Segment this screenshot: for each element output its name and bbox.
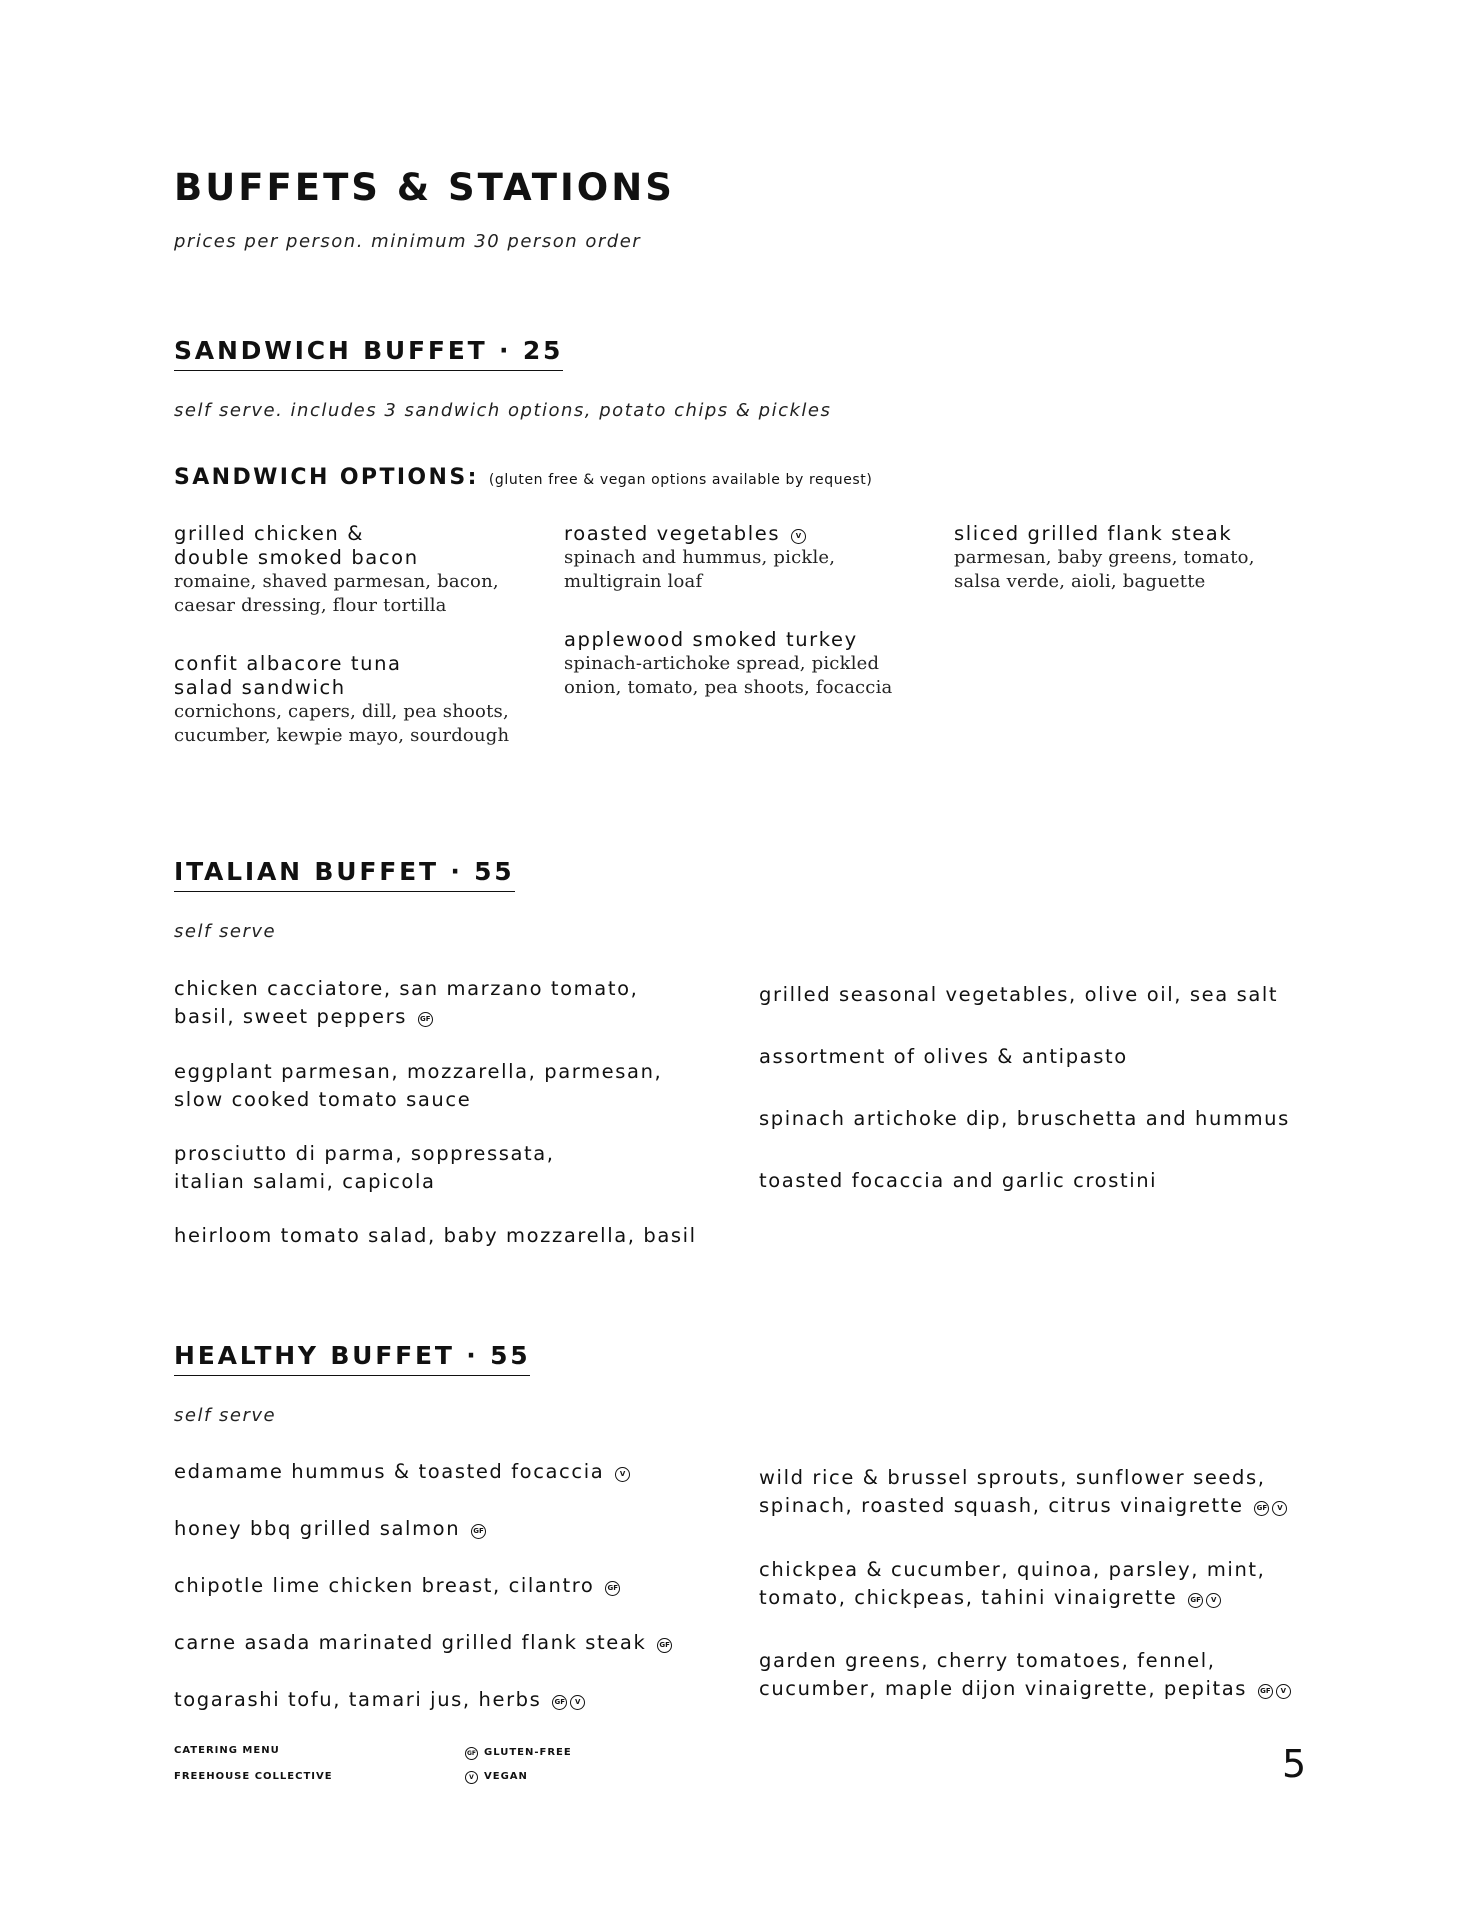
italian-item-line: italian salami, capicola — [174, 1170, 436, 1193]
vegan-icon: V — [1272, 1501, 1287, 1516]
healthy-item — [759, 1647, 1291, 1703]
vegan-icon: V — [791, 529, 806, 544]
healthy-item: edamame hummus & toasted focaccia V — [174, 1458, 630, 1486]
sandwich-item-desc: caesar dressing, flour tortilla — [174, 595, 447, 616]
section-title-healthy: HEALTHY BUFFET · 55 — [174, 1341, 530, 1376]
legend-vegan: V VEGAN — [465, 1771, 528, 1784]
sandwich-item-desc: cucumber, kewpie mayo, sourdough — [174, 725, 510, 746]
sandwich-item-name: grilled chicken & — [174, 522, 364, 545]
section-note-italian: self serve — [174, 921, 277, 942]
sandwich-options-heading — [174, 465, 872, 490]
healthy-item — [759, 1464, 1287, 1520]
sandwich-options-note: (gluten free & vegan options available by request) — [488, 472, 873, 488]
sandwich-item — [564, 522, 924, 594]
sandwich-item-name: salad sandwich — [174, 676, 346, 699]
healthy-item-line: cucumber, maple dijon vinaigrette, pepitas GF V — [759, 1675, 1291, 1703]
section-title-sandwich: SANDWICH BUFFET · 25 — [174, 336, 563, 371]
page-title: BUFFETS & STATIONS — [174, 166, 675, 209]
italian-item — [174, 1140, 555, 1196]
healthy-item-line: wild rice & brussel sprouts, sunflower seeds, — [759, 1466, 1266, 1489]
sandwich-item-desc: parmesan, baby greens, tomato, — [954, 547, 1255, 568]
gluten-free-icon: GF — [465, 1747, 478, 1760]
healthy-item: chipotle lime chicken breast, cilantro GF — [174, 1572, 620, 1600]
section-title-italian: ITALIAN BUFFET · 55 — [174, 857, 515, 892]
sandwich-item — [174, 652, 534, 748]
sandwich-item-desc: romaine, shaved parmesan, bacon, — [174, 571, 499, 592]
italian-item-line: basil, sweet peppers GF — [174, 1003, 638, 1031]
section-note-healthy: self serve — [174, 1405, 277, 1426]
sandwich-item-desc: multigrain loaf — [564, 571, 703, 592]
vegan-icon: V — [570, 1695, 585, 1710]
italian-item: assortment of olives & antipasto — [759, 1045, 1128, 1068]
italian-item-line: eggplant parmesan, mozzarella, parmesan, — [174, 1060, 663, 1083]
sandwich-item-name: applewood smoked turkey — [564, 628, 858, 651]
italian-item: grilled seasonal vegetables, olive oil, sea salt — [759, 983, 1279, 1006]
sandwich-options-title: SANDWICH OPTIONS: — [174, 465, 479, 490]
sandwich-item-desc: onion, tomato, pea shoots, focaccia — [564, 677, 893, 698]
healthy-item: honey bbq grilled salmon GF — [174, 1515, 486, 1543]
healthy-item-line: tomato, chickpeas, tahini vinaigrette GF V — [759, 1584, 1265, 1612]
gluten-free-icon: GF — [418, 1012, 433, 1027]
gluten-free-icon: GF — [657, 1638, 672, 1653]
sandwich-item-desc: cornichons, capers, dill, pea shoots, — [174, 701, 509, 722]
italian-item: toasted focaccia and garlic crostini — [759, 1169, 1158, 1192]
healthy-item-line: spinach, roasted squash, citrus vinaigrette GF V — [759, 1492, 1287, 1520]
gluten-free-icon: GF — [471, 1524, 486, 1539]
vegan-icon: V — [465, 1771, 478, 1784]
gluten-free-icon: GF — [1254, 1501, 1269, 1516]
vegan-icon: V — [1206, 1593, 1221, 1608]
gluten-free-icon: GF — [605, 1581, 620, 1596]
italian-item-line: heirloom tomato salad, baby mozzarella, basil — [174, 1224, 697, 1247]
footer-brand-label: FREEHOUSE COLLECTIVE — [174, 1771, 333, 1782]
healthy-item-line: chickpea & cucumber, quinoa, parsley, mint, — [759, 1558, 1266, 1581]
footer-menu-label: CATERING MENU — [174, 1745, 280, 1756]
italian-item — [174, 1058, 662, 1114]
section-note-sandwich: self serve. includes 3 sandwich options, potato chips & pickles — [174, 400, 832, 421]
sandwich-item-desc: salsa verde, aioli, baguette — [954, 571, 1206, 592]
page-subtitle: prices per person. minimum 30 person order — [174, 231, 642, 252]
italian-item — [174, 975, 638, 1031]
italian-item-line: prosciutto di parma, soppressata, — [174, 1142, 555, 1165]
vegan-icon: V — [615, 1467, 630, 1482]
healthy-item — [759, 1556, 1265, 1612]
healthy-item-line: garden greens, cherry tomatoes, fennel, — [759, 1649, 1216, 1672]
sandwich-item — [174, 522, 534, 618]
gluten-free-icon: GF — [1258, 1684, 1273, 1699]
sandwich-item-desc: spinach-artichoke spread, pickled — [564, 653, 880, 674]
italian-item-line: chicken cacciatore, san marzano tomato, — [174, 977, 639, 1000]
healthy-item: carne asada marinated grilled flank steak GF — [174, 1629, 672, 1657]
sandwich-item-name: roasted vegetables V — [564, 522, 924, 546]
gluten-free-icon: GF — [552, 1695, 567, 1710]
sandwich-item-name: confit albacore tuna — [174, 652, 402, 675]
sandwich-item — [954, 522, 1314, 594]
legend-gluten-free: GF GLUTEN-FREE — [466, 1747, 572, 1758]
vegan-icon: V — [1276, 1684, 1291, 1699]
sandwich-item-name: double smoked bacon — [174, 546, 419, 569]
italian-item: spinach artichoke dip, bruschetta and hummus — [759, 1107, 1290, 1130]
gluten-free-icon: GF — [1188, 1593, 1203, 1608]
sandwich-item-desc: spinach and hummus, pickle, — [564, 547, 836, 568]
sandwich-item-name: sliced grilled flank steak — [954, 522, 1233, 545]
italian-item-line: slow cooked tomato sauce — [174, 1088, 472, 1111]
page-number: 5 — [1282, 1742, 1307, 1786]
healthy-item: togarashi tofu, tamari jus, herbs GF V — [174, 1686, 585, 1714]
sandwich-item — [564, 628, 924, 700]
italian-item — [174, 1222, 697, 1250]
